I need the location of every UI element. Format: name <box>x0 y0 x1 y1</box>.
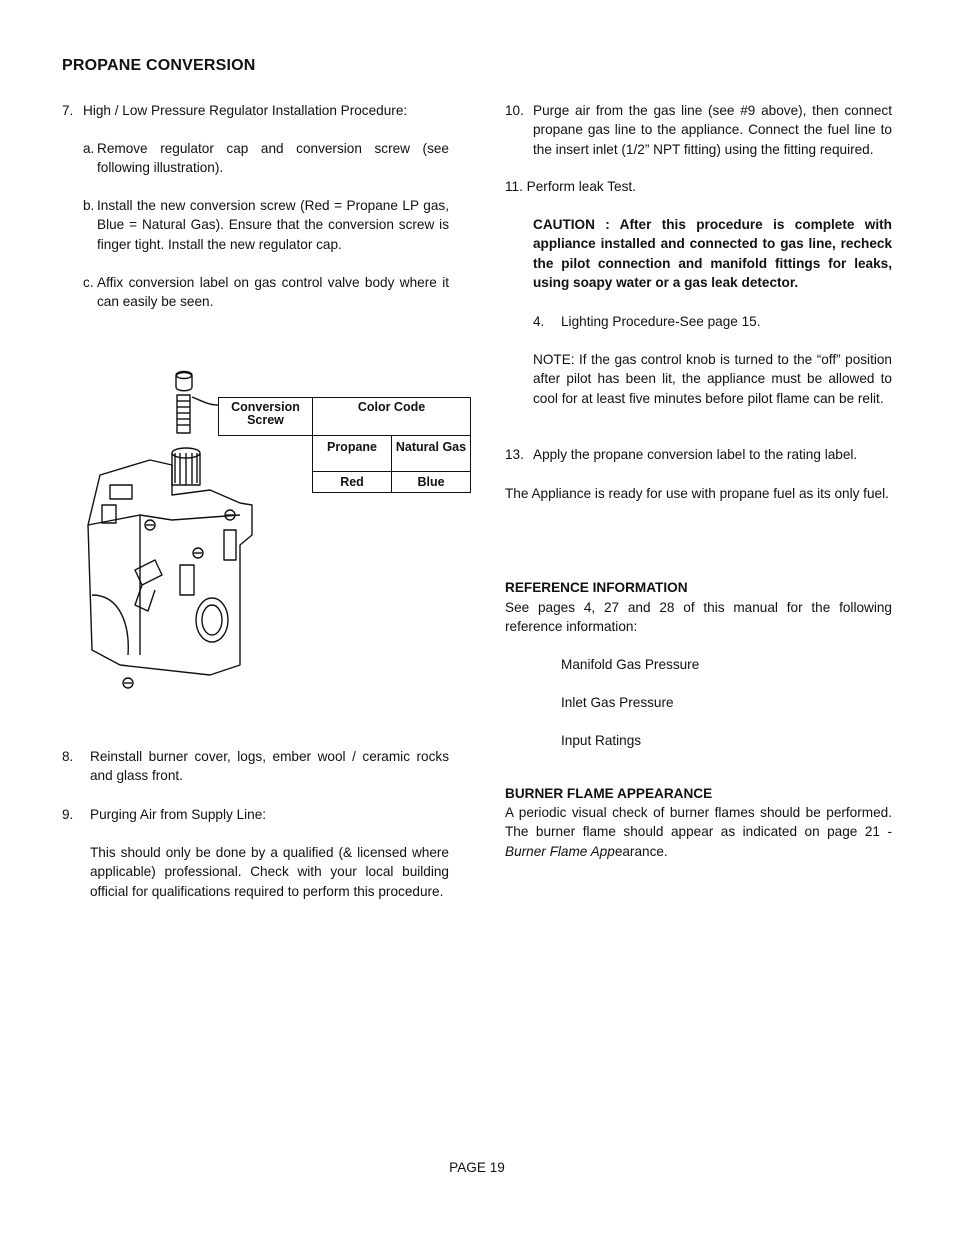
flame-heading: BURNER FLAME APPEARANCE <box>505 786 713 801</box>
step-text: Install the new conversion screw (Red = Propane LP gas, Blue = Natural Gas). Ensure that the conversion screw is finger tight. Install the new regulator cap. <box>97 198 449 252</box>
step-7a <box>83 139 449 178</box>
step-letter: c. <box>83 275 94 290</box>
step-4 <box>533 312 892 331</box>
color-code-table <box>218 397 471 493</box>
step-text: High / Low Pressure Regulator Installation Procedure: <box>83 103 408 118</box>
page-title: PROPANE CONVERSION <box>62 57 256 74</box>
step-text: Remove regulator cap and conversion screw (see following illustration). <box>97 141 449 176</box>
step-7 <box>62 101 452 120</box>
step-7b <box>83 196 449 254</box>
step-number: 10. <box>505 103 524 118</box>
ready-text: The Appliance is ready for use with propane fuel as its only fuel. <box>505 486 889 501</box>
reference-heading: REFERENCE INFORMATION <box>505 580 688 595</box>
header-color-code: Color Code <box>313 398 471 436</box>
flame-text-tail: earance. <box>614 843 668 859</box>
flame-text-italic: Burner Flame App <box>505 843 615 859</box>
caution-text: CAUTION : After this procedure is complete with appliance installed and connected to gas line, recheck the pilot connection and manifold fittings for leaks, using soapy water or a gas leak detector. <box>533 217 892 290</box>
note-text: NOTE: If the gas control knob is turned to the “off” position after pilot has been lit, the appliance must be allowed to cool for at least five minutes before pilot flame can be relit. <box>533 352 892 406</box>
header-natural-gas: Natural Gas <box>392 436 471 472</box>
step-8 <box>62 747 449 786</box>
reference-item: Input Ratings <box>561 733 642 748</box>
flame-text <box>505 803 892 861</box>
step-9-body: This should only be done by a qualified (& licensed where applicable) professional. Check with your local building official for qualifications required to perform this procedure. <box>90 845 449 899</box>
header-propane: Propane <box>313 436 392 472</box>
step-number: 9. <box>62 807 74 822</box>
cell-red: Red <box>313 472 392 493</box>
reference-text: See pages 4, 27 and 28 of this manual for the following reference information: <box>505 600 892 635</box>
step-7c <box>83 273 449 312</box>
step-text: Purging Air from Supply Line: <box>90 807 267 822</box>
reference-item: Manifold Gas Pressure <box>561 657 700 672</box>
cell-blue: Blue <box>392 472 471 493</box>
step-number: 8. <box>62 749 74 764</box>
header-conversion-screw: Conversion Screw <box>219 398 313 436</box>
page-number: PAGE 19 <box>449 1160 505 1175</box>
flame-text-main: A periodic visual check of burner flames should be performed. The burner flame should appear as indicated on page 21 - <box>505 805 892 840</box>
step-text: Reinstall burner cover, logs, ember wool / ceramic rocks and glass front. <box>90 749 449 784</box>
step-letter: a. <box>83 141 95 156</box>
step-text: Lighting Procedure-See page 15. <box>561 314 761 329</box>
step-text: Purge air from the gas line (see #9 above), then connect propane gas line to the appliance. Connect the fuel line to the insert inlet (1/2” NPT fitting) using the fitting required. <box>533 103 892 157</box>
step-13 <box>505 445 892 464</box>
step-10 <box>505 101 892 159</box>
step-11: 11. Perform leak Test. <box>505 179 636 194</box>
step-text: Affix conversion label on gas control valve body where it can easily be seen. <box>97 275 449 310</box>
step-number: 13. <box>505 447 524 462</box>
step-number: 4. <box>533 314 545 329</box>
reference-item: Inlet Gas Pressure <box>561 695 674 710</box>
step-letter: b. <box>83 198 95 213</box>
step-number: 7. <box>62 103 74 118</box>
step-9 <box>62 805 449 824</box>
step-text: Apply the propane conversion label to the rating label. <box>533 447 858 462</box>
